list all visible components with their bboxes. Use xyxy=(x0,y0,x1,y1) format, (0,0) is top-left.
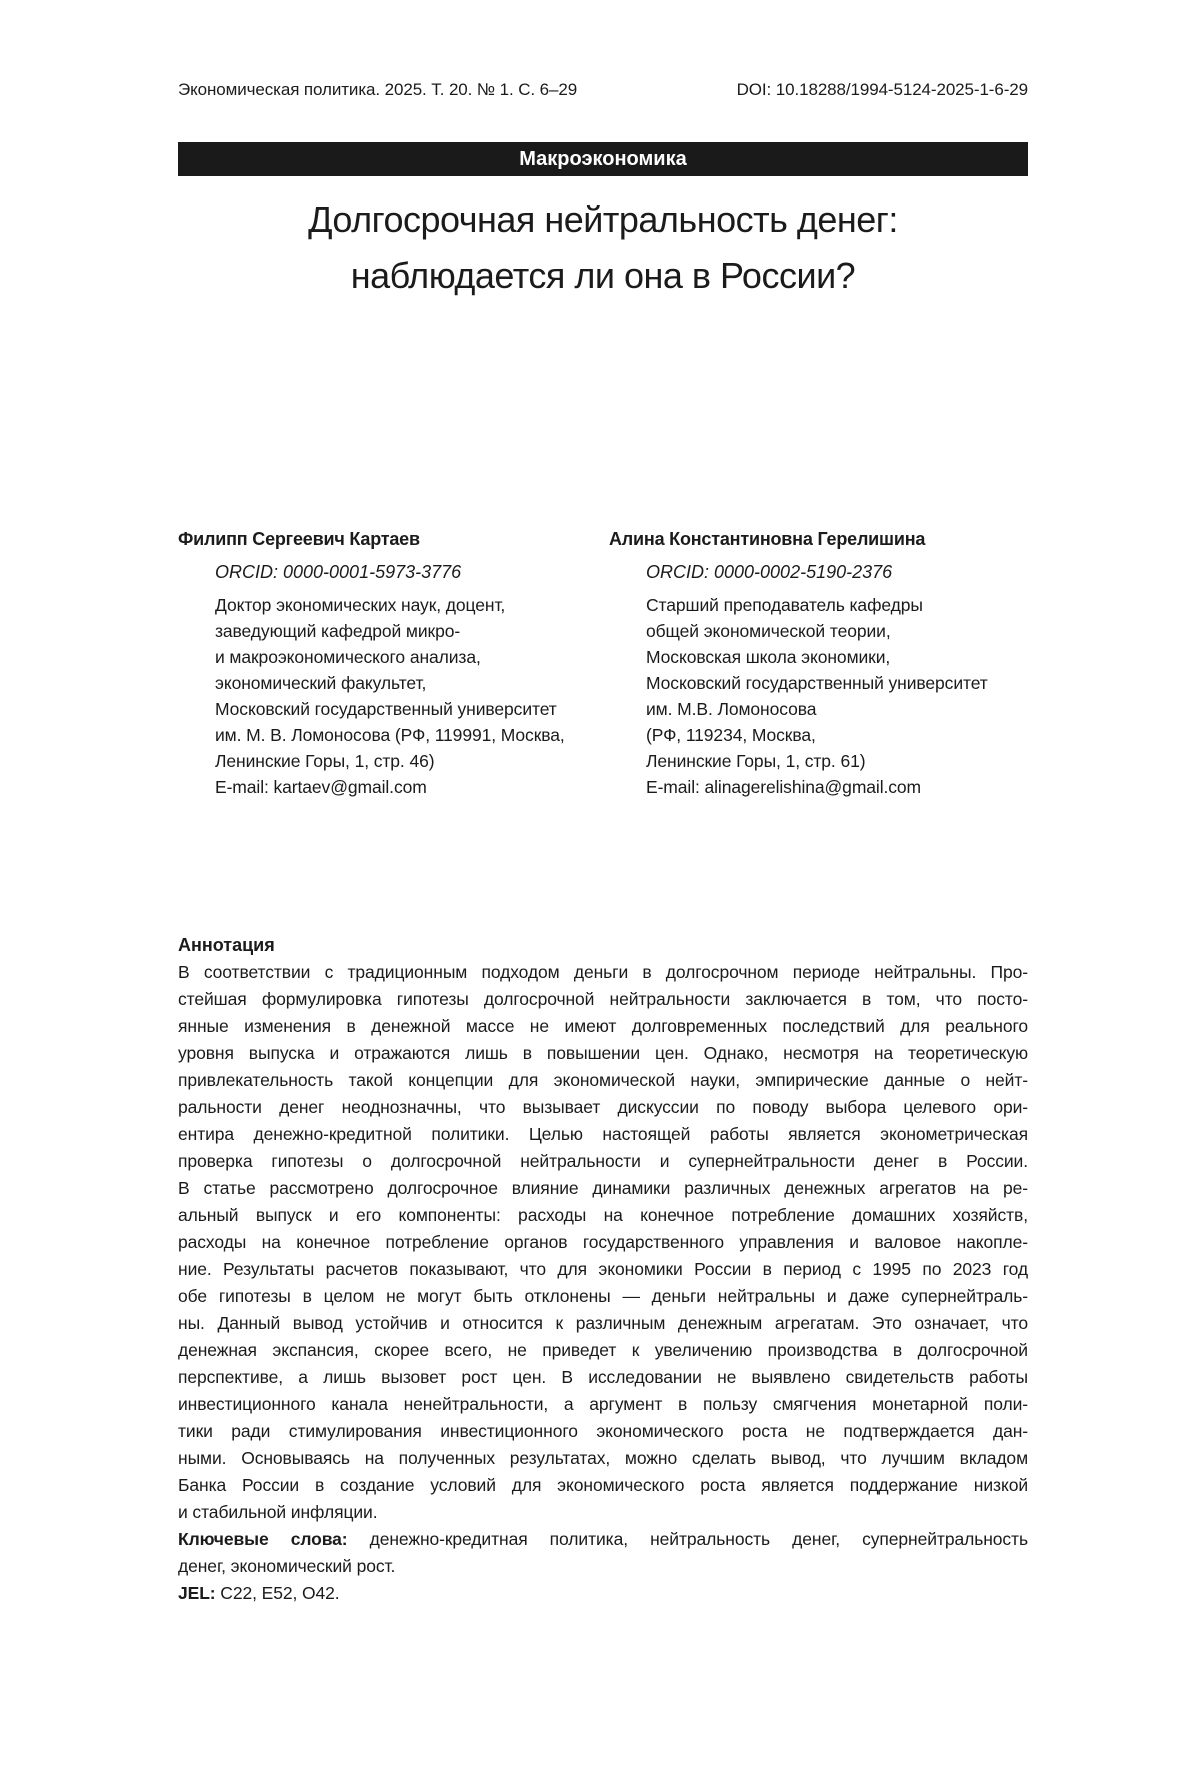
author-affiliation xyxy=(215,592,609,800)
abstract-line: ние. Результаты расчетов показывают, что для экономики России в период с 1995 по 2023 год xyxy=(178,1259,1028,1279)
abstract-line: привлекательность такой концепции для экономической науки, эмпирические данные о нейт- xyxy=(178,1070,1028,1090)
jel-label: JEL: xyxy=(178,1583,216,1603)
abstract-line: ными. Основываясь на полученных результатах, можно сделать вывод, что лучшим вкладом xyxy=(178,1448,1028,1468)
jel-line xyxy=(178,1580,1028,1607)
author-affiliation-line: общей экономической теории, xyxy=(646,621,891,641)
abstract-line: ны. Данный вывод устойчив и относится к различным денежным агрегатам. Это означает, что xyxy=(178,1313,1028,1333)
author-name: Филипп Сергеевич Картаев xyxy=(178,529,420,549)
article-title xyxy=(178,192,1028,304)
page-header xyxy=(178,80,1028,100)
author-block-gerelishina xyxy=(609,528,1028,800)
author-affiliation-line: Московский государственный университет xyxy=(646,673,988,693)
author-affiliation-line: E-mail: kartaev@gmail.com xyxy=(215,777,427,797)
keywords-line-2 xyxy=(178,1553,1028,1580)
author-affiliation-line: Московский государственный университет xyxy=(215,699,557,719)
abstract-line: проверка гипотезы о долгосрочной нейтральности и супернейтральности денег в России. xyxy=(178,1151,1028,1171)
abstract-body xyxy=(178,959,1028,1607)
abstract-line: альный выпуск и его компоненты: расходы на конечное потребление домашних хозяйств, xyxy=(178,1205,1028,1225)
journal-citation: Экономическая политика. 2025. Т. 20. № 1. С. 6–29 xyxy=(178,80,578,99)
author-name: Алина Константиновна Герелишина xyxy=(609,529,926,549)
keywords-label: Ключевые слова: xyxy=(178,1529,348,1549)
journal-article-page xyxy=(178,0,1028,1607)
author-affiliation-line: заведующий кафедрой микро- xyxy=(215,621,461,641)
abstract-line: уровня выпуска и отражаются лишь в повышении цен. Однако, несмотря на теоретическую xyxy=(178,1043,1028,1063)
abstract-line: обе гипотезы в целом не могут быть отклонены — деньги нейтральны и даже супернейтраль- xyxy=(178,1286,1028,1306)
keywords-text-part1: денежно-кредитная политика, нейтральность денег, супернейтральность xyxy=(369,1529,1028,1549)
author-orcid: ORCID: 0000-0001-5973-3776 xyxy=(215,562,462,582)
abstract-line: янные изменения в денежной массе не имеют долговременных последствий для реального xyxy=(178,1016,1028,1036)
author-block-kartaev xyxy=(178,528,609,800)
abstract-heading: Аннотация xyxy=(178,935,275,955)
abstract-line: перспективе, а лишь вызовет рост цен. В исследовании не выявлено свидетельств работы xyxy=(178,1367,1028,1387)
author-affiliation-line: Московская школа экономики, xyxy=(646,647,891,667)
author-affiliation-line: и макроэкономического анализа, xyxy=(215,647,481,667)
author-affiliation-line: (РФ, 119234, Москва, xyxy=(646,725,816,745)
abstract-line: инвестиционного канала ненейтральности, а аргумент в пользу смягчения монетарной поли- xyxy=(178,1394,1028,1414)
keywords-text-part2: денег, экономический рост. xyxy=(178,1556,396,1576)
section-banner-label: Макроэкономика xyxy=(519,147,687,170)
author-affiliation-line: E-mail: alinagerelishina@gmail.com xyxy=(646,777,922,797)
author-affiliation-line: им. М. В. Ломоносова (РФ, 119991, Москва, xyxy=(215,725,565,745)
abstract-line: Банка России в создание условий для экономического роста является поддержание низкой xyxy=(178,1475,1028,1495)
abstract-text xyxy=(178,959,1028,1526)
author-orcid: ORCID: 0000-0002-5190-2376 xyxy=(646,562,893,582)
abstract-line: ральности денег неоднозначны, что вызывает дискуссии по поводу выбора целевого ори- xyxy=(178,1097,1028,1117)
author-affiliation-line: экономический факультет, xyxy=(215,673,427,693)
authors-block xyxy=(178,528,1028,800)
abstract-line: В соответствии с традиционным подходом деньги в долгосрочном периоде нейтральны. Про- xyxy=(178,962,1028,982)
jel-codes: C22, E52, O42. xyxy=(220,1583,340,1603)
abstract-section xyxy=(178,933,1028,1607)
doi-text: DOI: 10.18288/1994-5124-2025-1-6-29 xyxy=(736,80,1028,99)
abstract-line: ентира денежно-кредитной политики. Целью настоящей работы является эконометрическая xyxy=(178,1124,1028,1144)
author-affiliation xyxy=(646,592,1028,800)
article-title-line1: Долгосрочная нейтральность денег: xyxy=(308,199,898,240)
abstract-line: расходы на конечное потребление органов государственного управления и валовое накопле- xyxy=(178,1232,1028,1252)
abstract-line: и стабильной инфляции. xyxy=(178,1502,378,1522)
author-affiliation-line: Ленинские Горы, 1, стр. 61) xyxy=(646,751,866,771)
abstract-line: денежная экспансия, скорее всего, не приведет к увеличению производства в долгосрочной xyxy=(178,1340,1028,1360)
abstract-line: тики ради стимулирования инвестиционного экономического роста не подтверждается дан- xyxy=(178,1421,1028,1441)
keywords-line-1 xyxy=(178,1526,1028,1553)
author-affiliation-line: Ленинские Горы, 1, стр. 46) xyxy=(215,751,435,771)
author-affiliation-line: Старший преподаватель кафедры xyxy=(646,595,923,615)
author-affiliation-line: Доктор экономических наук, доцент, xyxy=(215,595,506,615)
article-title-line2: наблюдается ли она в России? xyxy=(350,255,856,296)
abstract-line: стейшая формулировка гипотезы долгосрочной нейтральности заключается в том, что посто- xyxy=(178,989,1028,1009)
author-affiliation-line: им. М.В. Ломоносова xyxy=(646,699,817,719)
abstract-line: В статье рассмотрено долгосрочное влияние динамики различных денежных агрегатов на ре- xyxy=(178,1178,1028,1198)
section-banner xyxy=(178,142,1028,176)
